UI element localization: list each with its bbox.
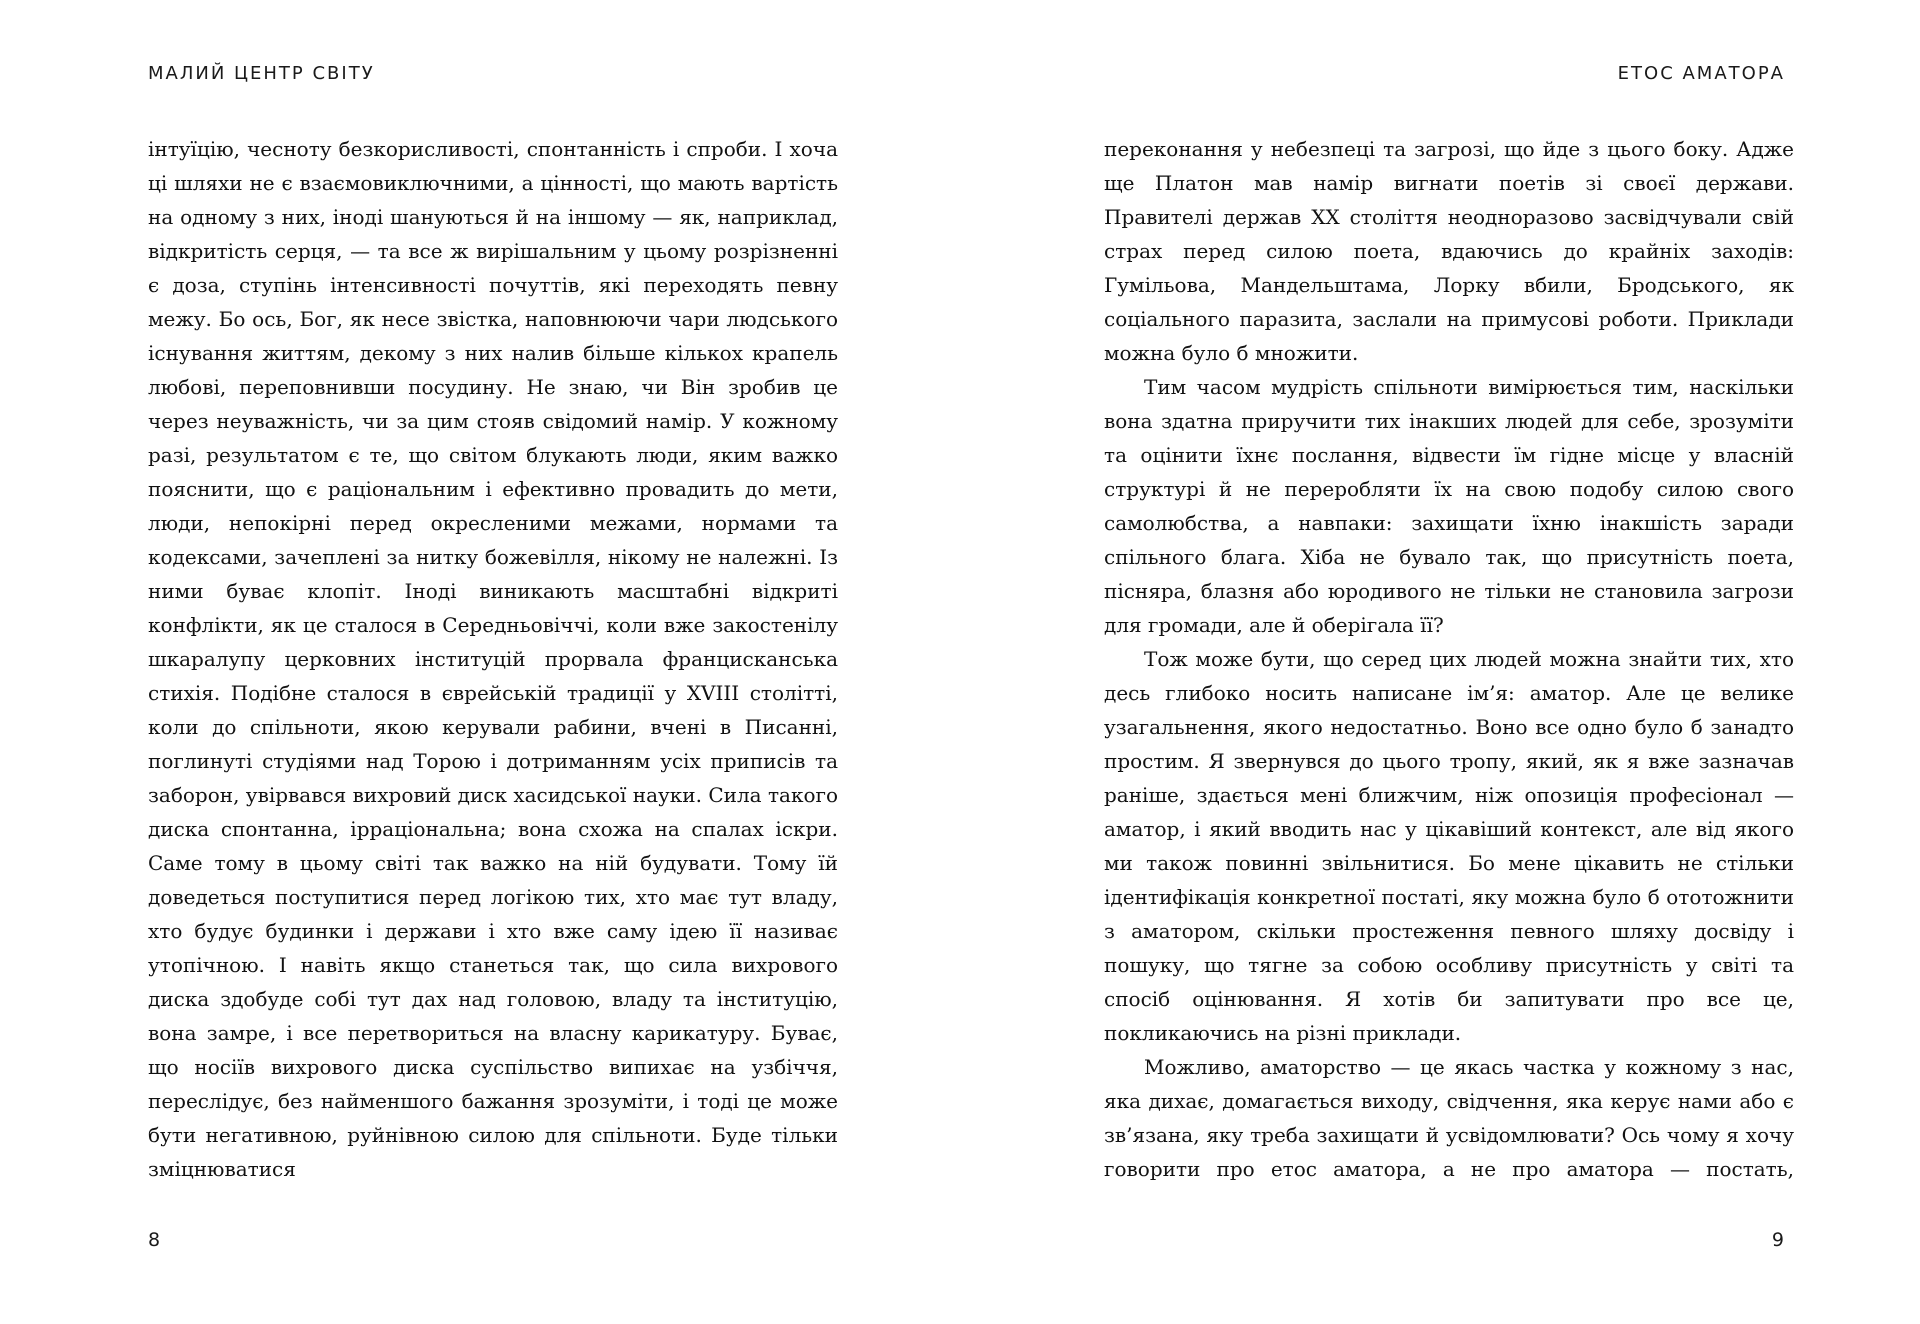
left-page-number: 8 bbox=[148, 1229, 161, 1251]
right-running-head: ЕТОС АМАТОРА bbox=[1617, 63, 1785, 84]
left-running-head: МАЛИЙ ЦЕНТР СВІТУ bbox=[148, 63, 375, 84]
left-paragraph-1: інтуїцію, чесноту безкорисливості, спонтанність і спроби. І хоча ці шляхи не є взаємовиключними, а цінності, що мають вартість на одному з них, іноді шануються й на іншому — як, наприклад, відкритість серця, — та все ж вирішальним у цьому розрізненні є доза, ступінь інтенсивності почуттів, які переходять певну межу. Бо ось, Бог, як несе звістка, наповнюючи чари людського існування життям, декому з них налив більше кількох крапель любові, переповнивши посудину. Не знаю, чи Він зробив це через неуважність, чи за цим стояв свідомий намір. У кожному разі, результатом є те, що світом блукають люди, яким важко пояснити, що є раціональним і ефективно провадить до мети, люди, непокірні перед окресленими межами, нормами та кодексами, зачеплені за нитку божевілля, нікому не належні. Із ними буває клопіт. Іноді виникають масштабні відкриті конфлікти, як це сталося в Середньовіччі, коли вже закостенілу шкаралупу церковних інституцій прорвала францисканська стихія. Подібне сталося в єврейській традиції у XVIII столітті, коли до спільноти, якою керували рабини, вчені в Писанні, поглинуті студіями над Торою і дотриманням усіх приписів та заборон, увірвався вихровий диск хасидської науки. Сила такого диска спонтанна, ірраціональна; вона схожа на спалах іскри. Саме тому в цьому світі так важко на ній будувати. Тому їй доведеться поступитися перед логікою тих, хто має тут владу, хто будує будинки і держави і хто вже саму ідею її називає утопічною. І навіть якщо станеться так, що сила вихрового диска здобуде собі тут дах над головою, владу та інституцію, вона замре, і все перетвориться на власну карикатуру. Буває, що носіїв вихрового диска суспільство випихає на узбіччя, переслідує, без найменшого бажання зрозуміти, і тоді це може бути негативною, руйнівною силою для спільноти. Буде тільки зміцнюватися bbox=[148, 137, 839, 1181]
right-page bbox=[960, 0, 1920, 1324]
right-text-block bbox=[1104, 132, 1794, 1186]
right-page-number: 9 bbox=[1771, 1229, 1784, 1251]
right-paragraph-4: Можливо, аматорство — це якась частка у кожному з нас, яка дихає, домагається виходу, свідчення, яка керує нами або є зв’язана, яку треба захищати й усвідомлювати? Ось чому я хочу говорити про етос аматора, а не про аматора — постать, bbox=[1104, 1055, 1794, 1181]
right-paragraph-1: переконання у небезпеці та загрозі, що йде з цього боку. Адже ще Платон мав намір вигнати поетів зі своєї держави. Правителі держав XX століття неодноразово засвідчували свій страх перед силою поета, вдаючись до крайніх заходів: Гумільова, Мандельштама, Лорку вбили, Бродського, як соціального паразита, заслали на примусові роботи. Приклади можна було б множити. bbox=[1104, 137, 1794, 365]
right-paragraph-2: Тим часом мудрість спільноти вимірюється тим, наскільки вона здатна приручити тих інакших людей для себе, зрозуміти та оцінити їхнє послання, відвести їм гідне місце у власній структурі й не переробляти їх на свою подобу силою свого самолюбства, а навпаки: захищати їхню інакшість заради спільного блага. Хіба не бувало так, що присутність поета, пісняра, блазня або юродивого не тільки не становила загрози для громади, але й оберігала її? bbox=[1104, 375, 1794, 637]
left-text-block bbox=[148, 132, 838, 1186]
right-paragraph-3: Тож може бути, що серед цих людей можна знайти тих, хто десь глибоко носить написане ім’я: аматор. Але це велике узагальнення, якого недостатньо. Воно все одно було б занадто простим. Я звернувся до цього тропу, який, як я вже зазначав раніше, здається мені ближчим, ніж опозиція професіонал — аматор, і який вводить нас у цікавіший контекст, але від якого ми також повинні звільнитися. Бо мене цікавить не стільки ідентифікація конкретної постаті, яку можна було б ототожнити з аматором, скільки простеження певного шляху досвіду і пошуку, що тягне за собою особливу присутність у світі та спосіб оцінювання. Я хотів би запитувати про все це, покликаючись на різні приклади. bbox=[1104, 647, 1794, 1045]
